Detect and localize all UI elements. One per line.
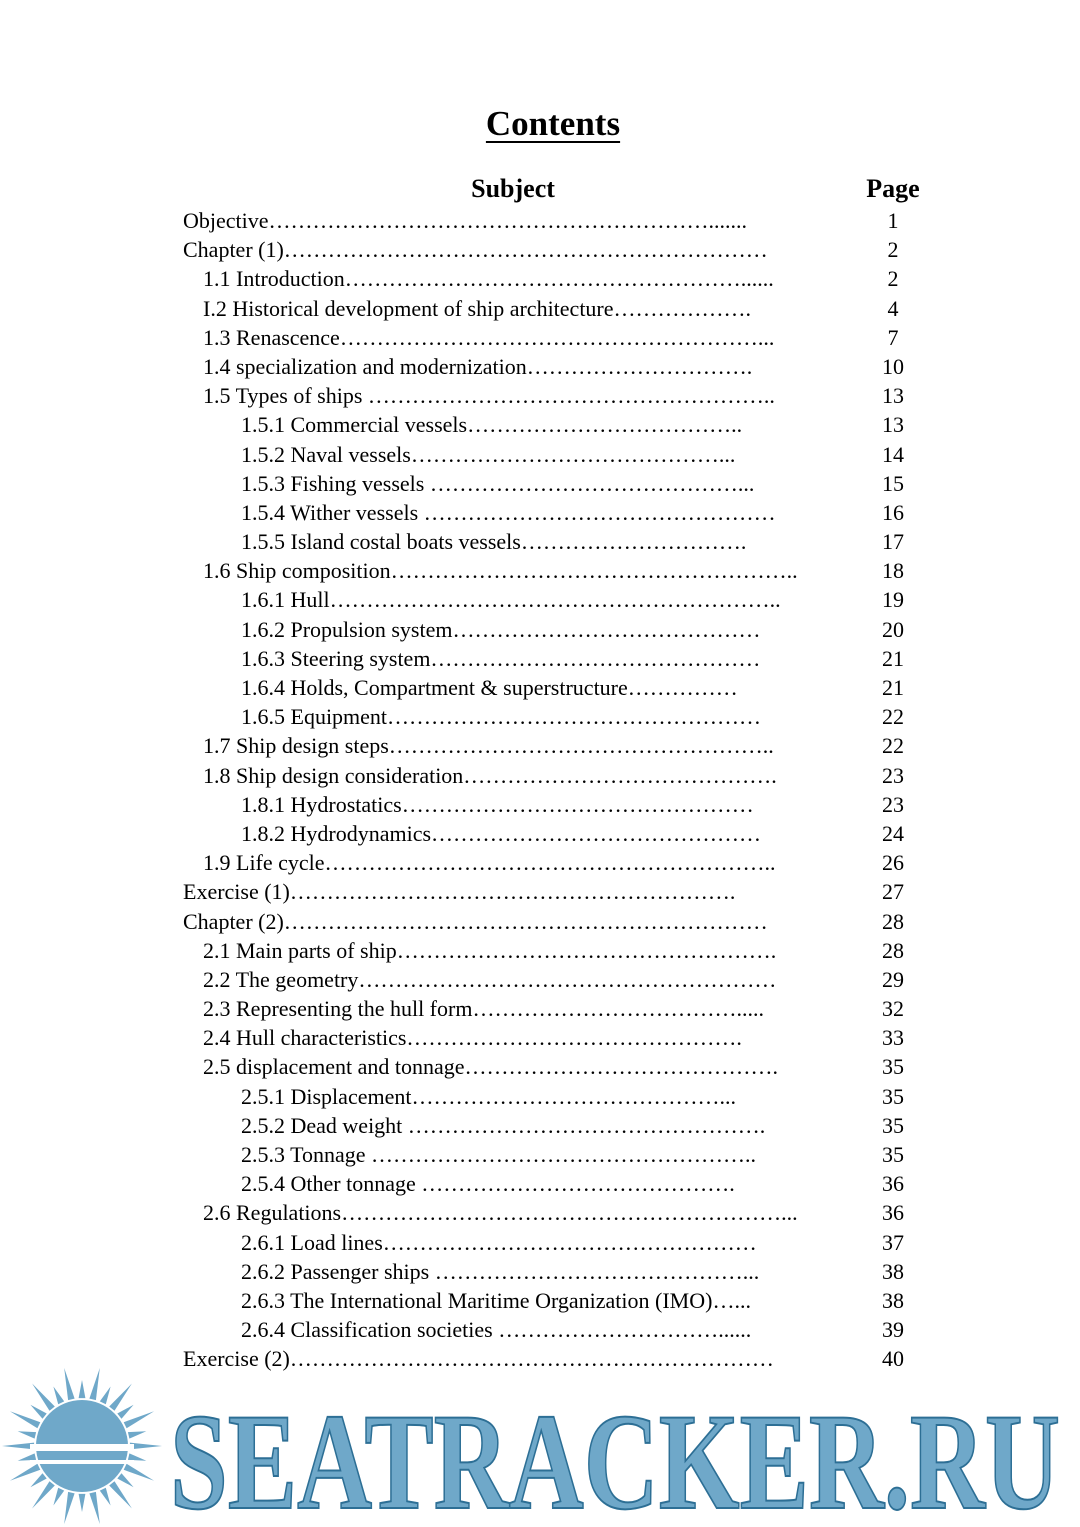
toc-entry-title: 1.5.5 Island costal boats vessels…………………………. xyxy=(241,529,747,555)
toc-entry-page: 40 xyxy=(882,1346,904,1372)
toc-entry-title: Exercise (1)……………………………………………………. xyxy=(183,879,736,905)
toc-row xyxy=(0,235,1080,264)
toc-row xyxy=(0,673,1080,702)
toc-entry-title: 2.6 Regulations……………………………………………………... xyxy=(203,1200,798,1226)
toc-row xyxy=(0,556,1080,585)
toc-row xyxy=(0,498,1080,527)
toc-row xyxy=(0,819,1080,848)
subject-column-header: Subject xyxy=(471,174,555,203)
toc-entry-title: 1.6.2 Propulsion system…………………………………… xyxy=(241,616,761,642)
toc-entry-title: 2.6.4 Classification societies …………………………...... xyxy=(241,1317,752,1343)
watermark-text: SEATRACKER.RU xyxy=(170,1385,1060,1527)
toc-entry-page: 4 xyxy=(887,295,899,321)
toc-entry-page: 39 xyxy=(882,1317,904,1343)
toc-entry-page: 14 xyxy=(882,441,904,467)
toc-row xyxy=(0,527,1080,556)
toc-row xyxy=(0,936,1080,965)
toc-entry-page: 36 xyxy=(882,1200,904,1226)
toc-row xyxy=(0,1286,1080,1315)
toc-entry-page: 33 xyxy=(882,1025,904,1051)
toc-row xyxy=(0,1198,1080,1227)
toc-row xyxy=(0,761,1080,790)
toc-entry-page: 38 xyxy=(882,1258,904,1284)
toc-entry-page: 2 xyxy=(887,266,899,292)
toc-entry-title: 1.3 Renascence…………………………………………………... xyxy=(203,324,775,350)
toc-entry-title: 1.1 Introduction………………………………………………...... xyxy=(203,266,774,292)
toc-row xyxy=(0,994,1080,1023)
toc-entry-page: 20 xyxy=(882,616,904,642)
toc-entry-title: 1.5 Types of ships ……………………………………………….. xyxy=(203,383,775,409)
toc-entry-page: 23 xyxy=(882,762,904,788)
toc-row xyxy=(0,352,1080,381)
toc-entry-page: 1 xyxy=(887,208,899,233)
toc-entry-title: 1.5.3 Fishing vessels ……………………………………... xyxy=(241,470,755,496)
toc-entry-page: 17 xyxy=(882,529,904,555)
toc-entry-title: 2.5.3 Tonnage …………………………………………….. xyxy=(241,1142,757,1167)
toc-entry-title: 2.4 Hull characteristics………………………………………. xyxy=(203,1025,742,1051)
toc-entry-title: 2.5.4 Other tonnage ……………………………………. xyxy=(241,1171,735,1197)
toc-entry-title: 1.7 Ship design steps…………………………………………….. xyxy=(203,733,774,759)
toc-entry-page: 21 xyxy=(882,675,904,700)
toc-entry-title: 2.3 Representing the hull form………………………………..... xyxy=(203,996,764,1022)
toc-entry-title: 2.2 The geometry………………………………………………… xyxy=(203,966,777,992)
toc-row xyxy=(0,848,1080,877)
toc-row xyxy=(0,877,1080,906)
toc-entry-page: 28 xyxy=(882,908,904,934)
toc-entry-title: 1.8.2 Hydrodynamics……………………………………… xyxy=(241,820,762,846)
toc-row xyxy=(0,1169,1080,1198)
toc-entry-page: 23 xyxy=(882,791,904,817)
toc-entry-title: 2.5.2 Dead weight …………………………………………. xyxy=(241,1112,766,1138)
toc-row xyxy=(0,907,1080,936)
toc-row xyxy=(0,1140,1080,1169)
toc-entry-page: 27 xyxy=(882,879,904,905)
toc-entry-title: 1.5.2 Naval vessels……………………………………... xyxy=(241,441,736,467)
toc-row xyxy=(0,440,1080,469)
toc-entry-page: 36 xyxy=(882,1171,904,1197)
toc-entry-title: 2.6.2 Passenger ships ……………………………………... xyxy=(241,1258,760,1284)
toc-entry-title: 1.6.5 Equipment…………………………………………… xyxy=(241,704,762,730)
toc-entry-page: 35 xyxy=(882,1083,904,1109)
toc-row xyxy=(0,644,1080,673)
toc-entry-page: 21 xyxy=(882,645,904,671)
toc-entry-page: 16 xyxy=(882,499,904,525)
page-title: Contents xyxy=(485,104,621,143)
toc-entry-title: Objective……………………………………………………....... xyxy=(183,208,748,233)
toc-entry-page: 13 xyxy=(882,383,904,409)
toc-entry-title: 1.6.1 Hull…………………………………………………….. xyxy=(241,587,781,613)
toc-entry-page: 22 xyxy=(882,704,904,730)
toc-entry-title: Chapter (1)………………………………………………………… xyxy=(183,237,768,263)
toc-row xyxy=(0,731,1080,760)
toc-row xyxy=(0,1082,1080,1111)
toc-entry-page: 15 xyxy=(882,470,904,496)
sun-over-sea-icon xyxy=(2,1368,162,1524)
toc-entry-title: 1.9 Life cycle…………………………………………………….. xyxy=(203,850,776,876)
toc-entry-title: 2.6.3 The International Maritime Organization (IMO)…... xyxy=(241,1287,751,1313)
toc-row xyxy=(0,1228,1080,1257)
toc-entry-title: 1.6.3 Steering system……………………………………… xyxy=(241,645,761,671)
toc-entry-page: 35 xyxy=(882,1112,904,1138)
toc-entry-title: 1.6 Ship composition……………………………………………….. xyxy=(203,558,798,584)
toc-entry-title: Exercise (2)………………………………………………………… xyxy=(183,1346,774,1372)
toc-entry-page: 19 xyxy=(882,587,904,613)
toc-entry-title: 1.4 specialization and modernization…………………………. xyxy=(203,353,753,379)
toc-entry-title: 1.6.4 Holds, Compartment & superstructure…………… xyxy=(241,675,738,700)
toc-row xyxy=(0,1023,1080,1052)
toc-entry-page: 26 xyxy=(882,850,904,876)
toc-row xyxy=(0,264,1080,293)
toc-entry-page: 18 xyxy=(882,558,904,584)
toc-entry-page: 2 xyxy=(887,237,899,263)
toc-row xyxy=(0,1052,1080,1081)
toc-entry-title: Chapter (2)………………………………………………………… xyxy=(183,908,768,934)
toc-entry-page: 10 xyxy=(882,353,904,379)
toc-row xyxy=(0,585,1080,614)
toc-row xyxy=(0,469,1080,498)
toc-row xyxy=(0,206,1080,235)
toc-row xyxy=(0,381,1080,410)
toc-row xyxy=(0,790,1080,819)
toc-entry-page: 13 xyxy=(882,412,904,438)
page-column-header: Page xyxy=(866,174,920,203)
toc-entry-page: 35 xyxy=(882,1142,904,1167)
toc-entry-title: 1.8 Ship design consideration……………………………………. xyxy=(203,762,777,788)
toc-row xyxy=(0,294,1080,323)
toc-entry-title: 2.5.1 Displacement……………………………………... xyxy=(241,1083,736,1109)
toc-entry-page: 24 xyxy=(882,820,904,846)
toc-row xyxy=(0,1257,1080,1286)
toc-row xyxy=(0,965,1080,994)
toc-entry-page: 35 xyxy=(882,1054,904,1080)
toc-row xyxy=(0,1111,1080,1140)
toc-entry-title: I.2 Historical development of ship architecture………………. xyxy=(203,295,752,321)
watermark-logo xyxy=(0,1368,1080,1527)
toc-entry-page: 32 xyxy=(882,996,904,1022)
toc-entry-title: 1.5.4 Wither vessels ………………………………………… xyxy=(241,499,776,525)
toc-entry-page: 37 xyxy=(882,1229,904,1255)
toc-entry-title: 2.1 Main parts of ship……………………………………………. xyxy=(203,937,777,963)
toc-row xyxy=(0,615,1080,644)
toc-row xyxy=(0,702,1080,731)
toc-entry-page: 29 xyxy=(882,966,904,992)
toc-row xyxy=(0,1315,1080,1344)
toc-entry-title: 1.5.1 Commercial vessels……………………………….. xyxy=(241,412,743,438)
toc-entry-page: 22 xyxy=(882,733,904,759)
toc-entry-title: 2.5 displacement and tonnage……………………………………. xyxy=(203,1054,778,1080)
toc-entry-page: 28 xyxy=(882,937,904,963)
table-of-contents xyxy=(0,206,1080,1374)
toc-row xyxy=(0,323,1080,352)
toc-entry-page: 38 xyxy=(882,1287,904,1313)
toc-row xyxy=(0,410,1080,439)
toc-entry-page: 7 xyxy=(887,324,899,350)
toc-entry-title: 1.8.1 Hydrostatics………………………………………… xyxy=(241,791,754,817)
toc-entry-title: 2.6.1 Load lines…………………………………………… xyxy=(241,1229,757,1255)
